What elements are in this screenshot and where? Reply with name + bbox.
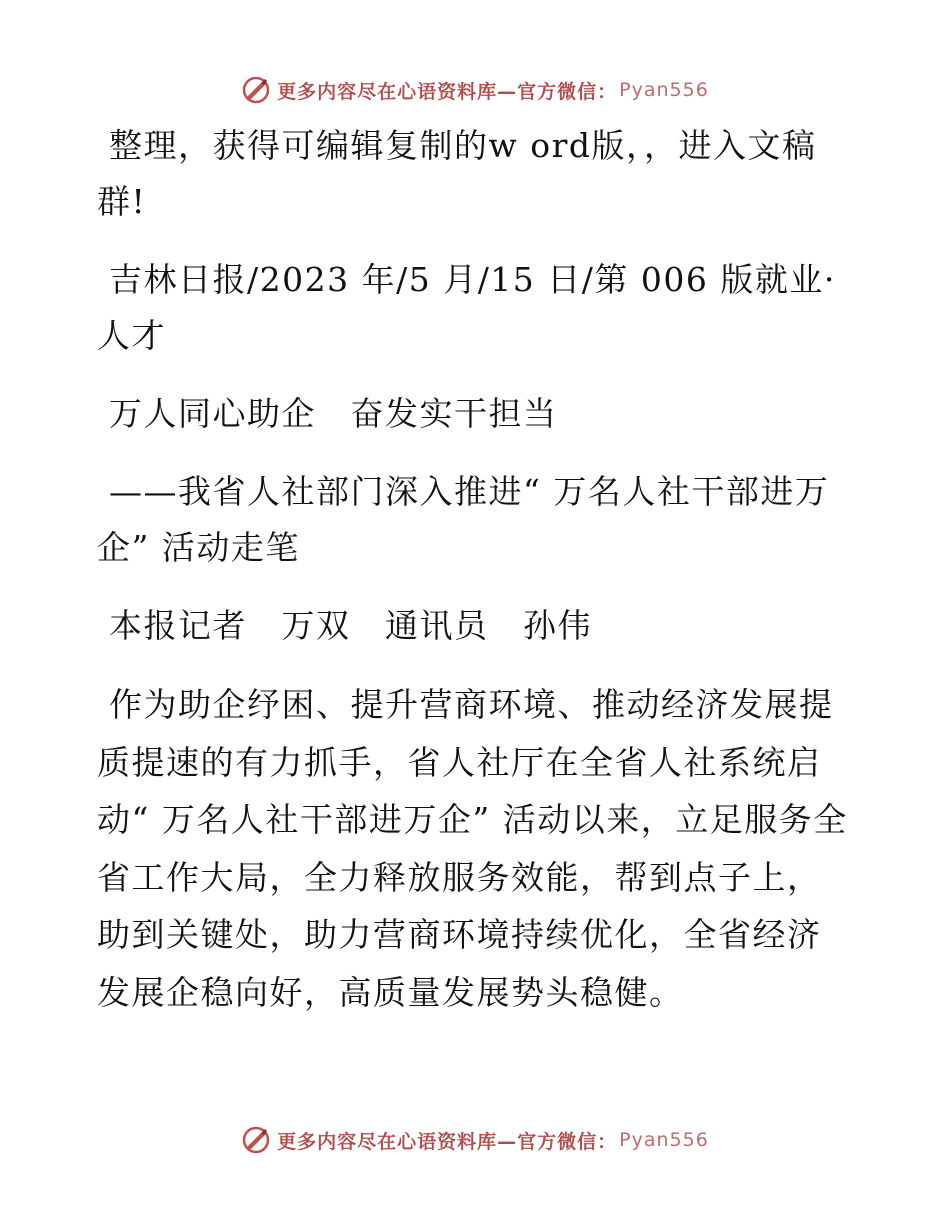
pen-circle-icon bbox=[241, 1125, 271, 1155]
article-title: 万人同心助企 奋发实干担当 bbox=[109, 394, 558, 433]
body-paragraph: 作为助企纾困、提升营商环境、推动经济发展提质提速的有力抓手，省人社厅在全省人社系统启动“ 万名人社干部进万企” 活动以来，立足服务全省工作大局，全力释放服务效能，帮到点子上，助到关键处，助力营商环境持续优化，全省经济发展企稳向好，高质量发展势头稳健。 bbox=[97, 685, 848, 1012]
footer-watermark bbox=[0, 1122, 950, 1158]
watermark-account: Pyan556 bbox=[619, 79, 709, 101]
header-watermark bbox=[0, 72, 950, 108]
pen-circle-icon bbox=[241, 75, 271, 105]
document-body bbox=[97, 118, 852, 1043]
article-subtitle: ——我省人社部门深入推进“ 万名人社干部进万企” 活动走笔 bbox=[97, 472, 830, 567]
source-line: 吉林日报/2023 年/5 月/15 日/第 006 版就业·人才 bbox=[97, 260, 836, 355]
watermark-text: 更多内容尽在心语资料库—官方微信： bbox=[277, 80, 618, 103]
watermark-account: Pyan556 bbox=[619, 1129, 709, 1151]
intro-paragraph: 整理，获得可编辑复制的w ord版，，进入文稿群! bbox=[97, 126, 817, 221]
watermark-text: 更多内容尽在心语资料库—官方微信： bbox=[277, 1130, 618, 1153]
byline: 本报记者 万双 通讯员 孙伟 bbox=[109, 606, 592, 645]
